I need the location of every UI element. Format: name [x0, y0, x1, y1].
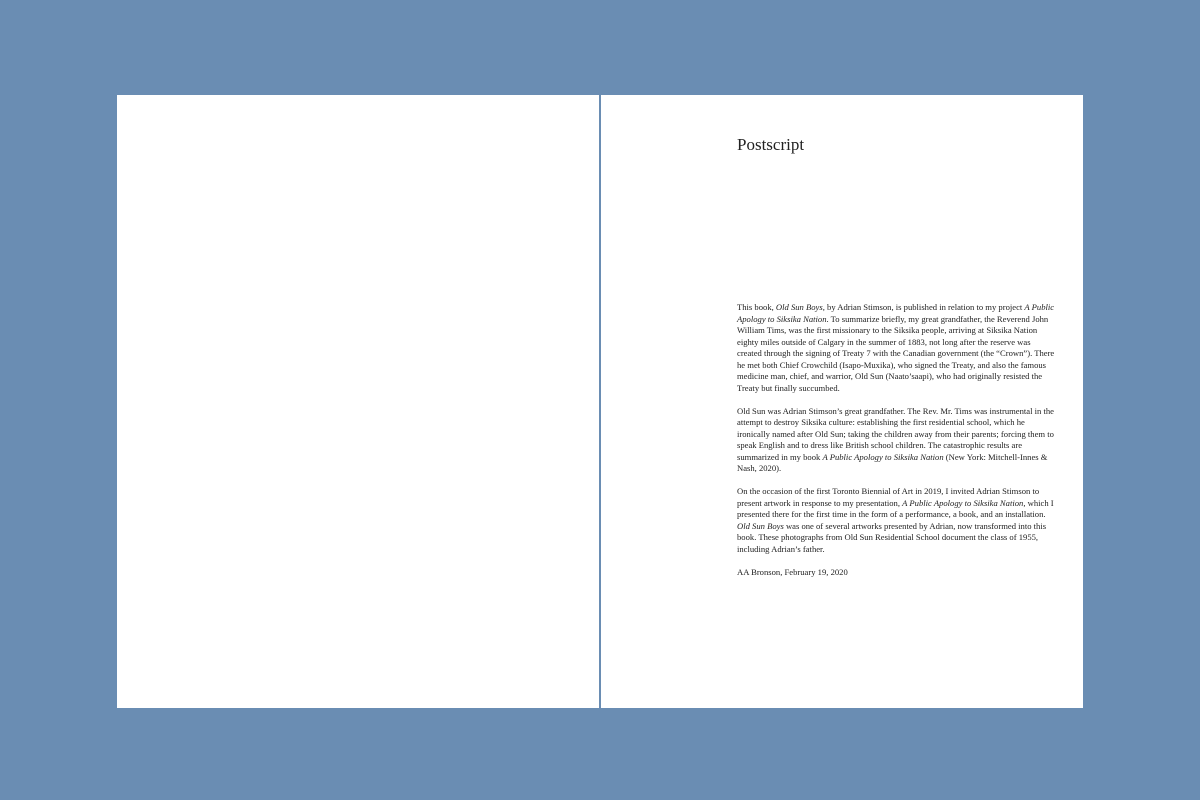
paragraph-2 [737, 406, 1055, 475]
text-run: This book, [737, 302, 776, 312]
text-run: , which I presented there for the first time in the form of a performance, a book, and an installation. [737, 497, 1054, 519]
italic-title: A Public Apology to Siksika Nation [737, 302, 1055, 324]
text-run: On the occasion of the first Toronto Biennial of Art in 2019, I invited Adrian Stimson to present artwork in response to my presentation, [737, 486, 1040, 508]
italic-title: Old Sun Boys [775, 302, 823, 312]
text-run: Old Sun was Adrian Stimson’s great grandfather. The Rev. Mr. Tims was instrumental in the attempt to destroy Siksika culture: establishing the first residential school, which he ironically named after Old Sun; taking the children away from their parents; forcing them to speak English and to dress like British school children. The catastrophic results are summarized in my book [737, 405, 1054, 462]
text-run: , by Adrian Stimson, is published in relation to my project [822, 302, 1025, 312]
text-run: (New York: Mitchell-Innes & Nash, 2020). [737, 451, 1048, 473]
paragraph-3 [737, 486, 1055, 555]
text-run: was one of several artworks presented by Adrian, now transformed into this book. These photographs from Old Sun Residential School document the class of 1955, including Adrian’s father. [737, 520, 1047, 554]
italic-title: A Public Apology to Siksika Nation [902, 497, 1024, 508]
italic-title: Old Sun Boys [737, 520, 784, 531]
page-title: Postscript [737, 135, 805, 154]
text-run: . To summarize briefly, my great grandfather, the Reverend John William Tims, was the first missionary to the Siksika people, arriving at Siksika Nation eighty miles outside of Calgary in the summer of 1883, not long after the reserve was created through the signing of Treaty 7 with the Canadian government (the “Crown”). There he met both Chief Crowchild (Isapo-Muxika), who signed the Treaty, and also the famous medicine man, chief, and warrior, Old Sun (Naato’saapi), who had originally resisted the Treaty but finally succumbed. [737, 313, 1055, 393]
paragraph-1 [737, 302, 1055, 394]
left-page [117, 95, 599, 708]
signature: AA Bronson, February 19, 2020 [737, 566, 848, 577]
book-spread [117, 95, 1083, 708]
italic-title: A Public Apology to Siksika Nation [822, 451, 944, 462]
postscript-body [737, 302, 1055, 590]
right-page [601, 95, 1083, 708]
